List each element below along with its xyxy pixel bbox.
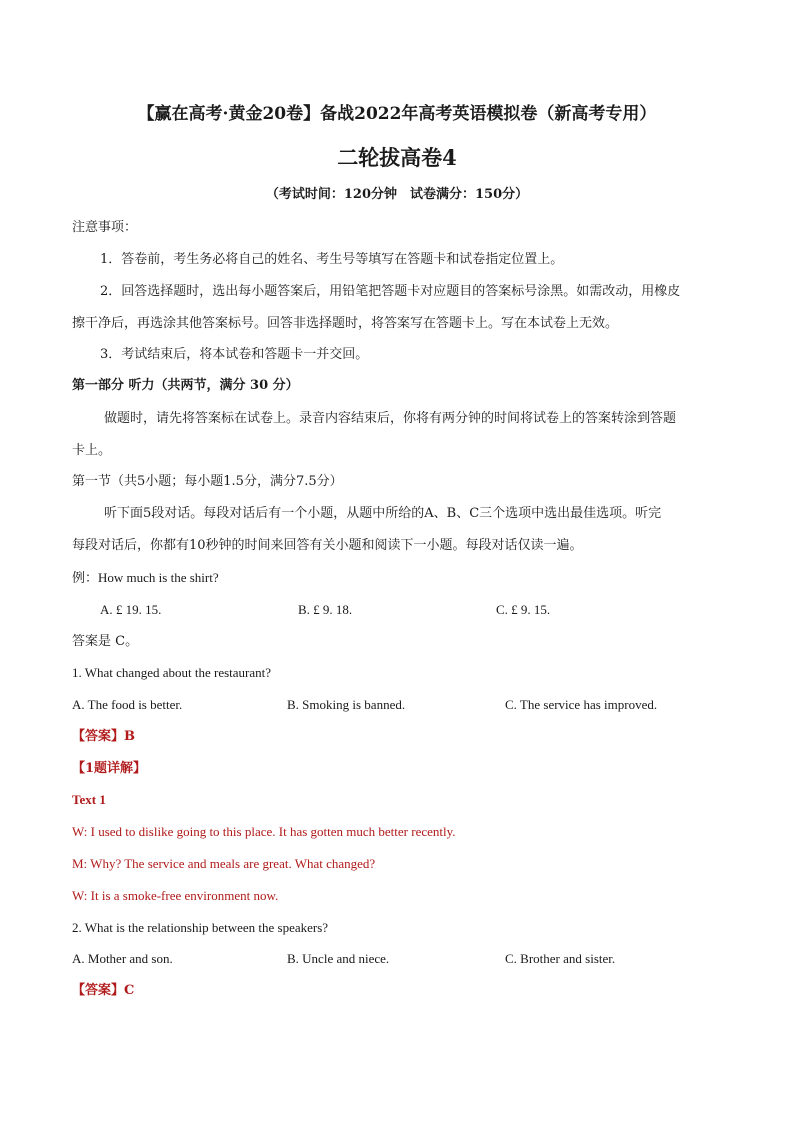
q1-option-a: A. The food is better. <box>72 697 183 712</box>
example-answer: 答案是 C。 <box>72 634 139 649</box>
note-item-1: 1．答卷前，考生务必将自己的姓名、考生号等填写在答题卡和试卷指定位置上。 <box>100 252 564 267</box>
note-item-2: 2．回答选择题时，选出每小题答案后，用铅笔把答题卡对应题目的答案标号涂黑。如需改动，用橡皮 <box>100 284 681 299</box>
question-2: 2. What is the relationship between the speakers? <box>72 920 329 935</box>
section1-instructions-line1: 听下面5段对话。每段对话后有一个小题，从题中所给的A、B、C三个选项中选出最佳选项。听完 <box>104 506 662 521</box>
section1-heading: 第一节（共5小题；每小题1.5分，满分7.5分） <box>72 474 343 489</box>
exam-time-info: （考试时间：120分钟 试卷满分：150分） <box>265 187 529 202</box>
example-option-b: B. £ 9. 18. <box>298 602 353 617</box>
example-option-a: A. £ 19. 15. <box>100 602 162 617</box>
part1-heading: 第一部分 听力（共两节，满分 30 分） <box>72 378 299 393</box>
q2-option-a: A. Mother and son. <box>72 951 173 966</box>
exam-title: 【赢在高考·黄金20卷】备战2022年高考英语模拟卷（新高考专用） <box>137 104 657 124</box>
q1-detail-label: 【1题详解】 <box>72 761 147 776</box>
notes-heading: 注意事项： <box>72 220 138 235</box>
part1-intro-line2: 卡上。 <box>72 443 112 458</box>
exam-subtitle: 二轮拔高卷4 <box>337 145 457 170</box>
q2-option-c: C. Brother and sister. <box>505 951 616 966</box>
q1-option-b: B. Smoking is banned. <box>287 697 406 712</box>
q1-dialogue-line: W: I used to dislike going to this place. It has gotten much better recently. <box>72 824 456 839</box>
q1-dialogue-line: W: It is a smoke-free environment now. <box>72 888 279 903</box>
q1-answer-label: 【答案】B <box>72 729 135 744</box>
part1-intro-line1: 做题时，请先将答案标在试卷上。录音内容结束后，你将有两分钟的时间将试卷上的答案转涂到答题 <box>104 411 677 426</box>
q2-option-b: B. Uncle and niece. <box>287 951 390 966</box>
example-option-c: C. £ 9. 15. <box>496 602 551 617</box>
q1-text-label: Text 1 <box>72 792 106 807</box>
q2-answer-label: 【答案】C <box>72 983 135 998</box>
q1-option-c: C. The service has improved. <box>505 697 658 712</box>
question-1: 1. What changed about the restaurant? <box>72 665 272 680</box>
q1-dialogue-line: M: Why? The service and meals are great. What changed? <box>72 856 376 871</box>
example-question: 例：How much is the shirt? <box>72 570 219 585</box>
note-item-3: 3．考试结束后，将本试卷和答题卡一并交回。 <box>100 347 369 362</box>
note-item-2-cont: 擦干净后，再选涂其他答案标号。回答非选择题时，将答案写在答题卡上。写在本试卷上无效。 <box>72 316 619 331</box>
section1-instructions-line2: 每段对话后，你都有10秒钟的时间来回答有关小题和阅读下一小题。每段对话仅读一遍。 <box>72 538 583 553</box>
